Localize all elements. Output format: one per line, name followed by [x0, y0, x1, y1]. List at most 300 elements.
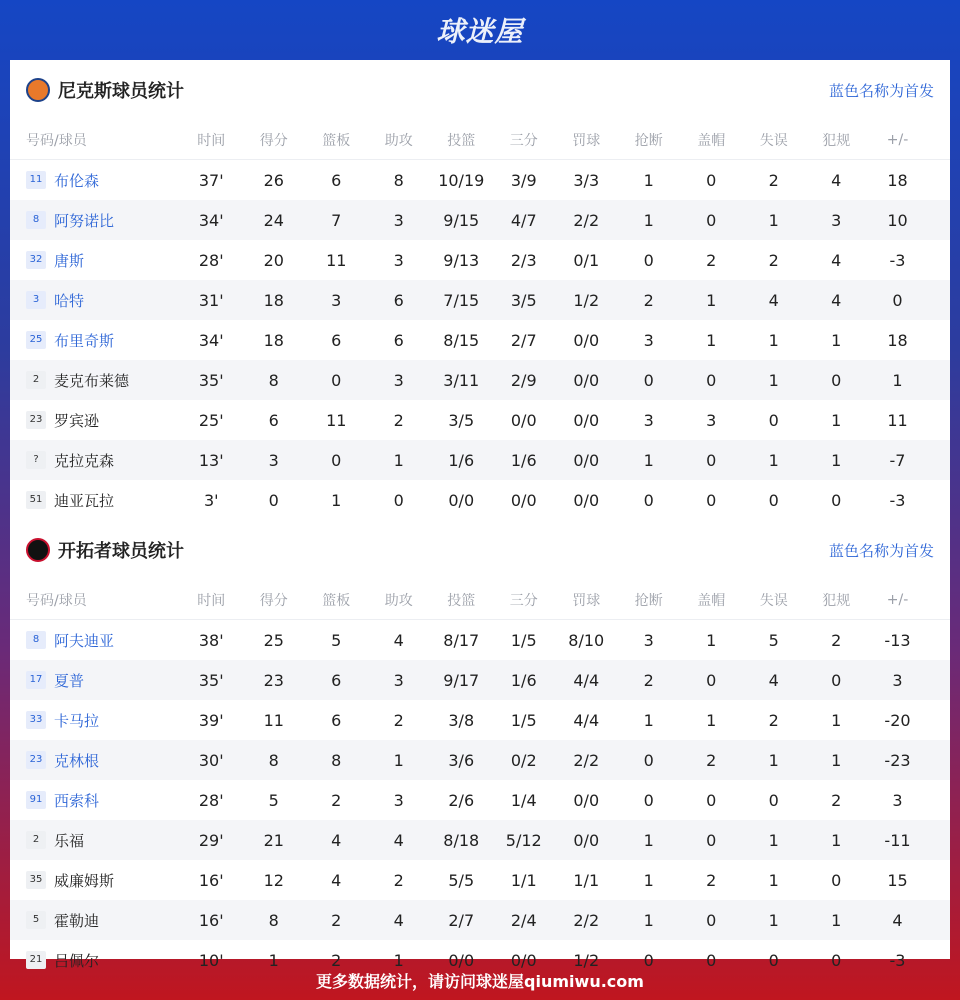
knicks-logo-icon — [26, 78, 50, 102]
stat-cell: 3 — [393, 790, 404, 810]
stat-cell: 8 — [393, 170, 404, 190]
stat-cell: 24 — [263, 210, 284, 230]
table-row[interactable] — [10, 660, 950, 700]
stat-cell: 28' — [198, 250, 224, 270]
stat-cell: 6 — [268, 410, 279, 430]
player-cell — [10, 210, 180, 231]
stat-cell: 8/10 — [568, 630, 605, 650]
stat-cell: 6 — [331, 670, 342, 690]
stat-cell: 0/0 — [448, 490, 475, 510]
stat-cell: 2/6 — [448, 790, 475, 810]
player-cell — [10, 330, 180, 351]
stat-cell: 8/17 — [443, 630, 480, 650]
stat-cell: 6 — [393, 290, 404, 310]
player-name[interactable]: 布里奇斯 — [54, 331, 115, 350]
stat-cell: 2 — [331, 910, 342, 930]
stat-cell: 3 — [393, 250, 404, 270]
footer-banner: 更多数据统计，请访问球迷屋qiumiwu.com — [316, 971, 644, 991]
stat-cell: 0/0 — [510, 490, 537, 510]
stat-cell: 2 — [768, 250, 779, 270]
stat-cell: 0/0 — [573, 410, 600, 430]
stat-cell: 7 — [331, 210, 342, 230]
stat-cell: 2/3 — [510, 250, 537, 270]
jersey-number-badge: 11 — [26, 171, 46, 189]
stat-cell: 0 — [393, 490, 404, 510]
player-name[interactable]: 西索科 — [54, 791, 100, 810]
player-name[interactable]: 麦克布莱德 — [54, 371, 130, 390]
blazers-logo-icon — [26, 538, 50, 562]
stat-cell: 2/7 — [448, 910, 475, 930]
stat-cell: 8/15 — [443, 330, 480, 350]
stat-cell: -3 — [889, 950, 906, 970]
stat-cell: 3 — [643, 330, 654, 350]
jersey-number-badge: 51 — [26, 491, 46, 509]
stat-cell: 8 — [268, 910, 279, 930]
player-cell — [10, 490, 180, 511]
jersey-number-badge: 23 — [26, 411, 46, 429]
section-header — [10, 60, 950, 120]
jersey-number-badge: 33 — [26, 711, 46, 729]
table-row[interactable] — [10, 240, 950, 280]
stat-cell: 0 — [892, 290, 903, 310]
stat-cell: 1 — [831, 830, 842, 850]
stat-cell: 5/12 — [505, 830, 542, 850]
column-header[interactable]: 罚球 — [572, 592, 601, 609]
stat-cell: 10 — [887, 210, 908, 230]
column-header[interactable]: 号码/球员 — [26, 132, 87, 149]
column-header[interactable]: 助攻 — [384, 132, 413, 149]
jersey-number-badge: 21 — [26, 951, 46, 969]
stat-cell: 2/9 — [510, 370, 537, 390]
stat-cell: 3' — [203, 490, 219, 510]
player-name[interactable]: 克拉克森 — [54, 451, 115, 470]
player-cell — [10, 630, 180, 651]
top-banner — [0, 0, 960, 60]
table-row[interactable] — [10, 900, 950, 940]
column-header[interactable]: 抢断 — [634, 132, 663, 149]
stat-cell: 10/19 — [438, 170, 485, 190]
stat-cell: 25 — [263, 630, 284, 650]
stat-cell: 5 — [268, 790, 279, 810]
player-name[interactable]: 威廉姆斯 — [54, 871, 115, 890]
stat-cell: 0 — [768, 790, 779, 810]
column-header[interactable]: 失误 — [759, 592, 788, 609]
stat-cell: 0 — [706, 790, 717, 810]
stat-cell: 1 — [706, 290, 717, 310]
player-cell — [10, 830, 180, 851]
stat-cell: 7/15 — [443, 290, 480, 310]
section-title-wrap — [26, 77, 184, 103]
stat-cell: 1/5 — [510, 630, 537, 650]
stat-cell: 4 — [892, 910, 903, 930]
stat-cell: 1/1 — [573, 870, 600, 890]
stat-cell: 2 — [393, 410, 404, 430]
stat-cell: 16' — [198, 870, 224, 890]
stat-cell: 3 — [331, 290, 342, 310]
stat-cell: 5 — [768, 630, 779, 650]
player-name[interactable]: 唐斯 — [54, 251, 85, 270]
stat-cell: 1 — [643, 910, 654, 930]
stat-cell: 3 — [706, 410, 717, 430]
stat-cell: 2/4 — [510, 910, 537, 930]
table-row[interactable] — [10, 280, 950, 320]
jersey-number-badge: 25 — [26, 331, 46, 349]
stat-cell: 1 — [643, 710, 654, 730]
column-header[interactable]: 投篮 — [447, 132, 476, 149]
stat-cell: 0 — [706, 950, 717, 970]
stat-cell: -13 — [884, 630, 911, 650]
stat-cell: 0/1 — [573, 250, 600, 270]
stat-cell: 2 — [706, 250, 717, 270]
stat-cell: 9/17 — [443, 670, 480, 690]
table-row[interactable] — [10, 820, 950, 860]
player-cell — [10, 910, 180, 931]
jersey-number-badge: 23 — [26, 751, 46, 769]
stat-cell: 18 — [263, 330, 284, 350]
stat-cell: 5 — [331, 630, 342, 650]
stat-cell: 16' — [198, 910, 224, 930]
stat-cell: 0 — [706, 910, 717, 930]
stat-cell: 0 — [706, 450, 717, 470]
stat-cell: 30' — [198, 750, 224, 770]
stat-cell: 20 — [263, 250, 284, 270]
stat-cell: 23 — [263, 670, 284, 690]
stat-cell: 3/9 — [510, 170, 537, 190]
table-header-row — [10, 120, 950, 160]
stat-cell: 3 — [643, 410, 654, 430]
stat-cell: -3 — [889, 250, 906, 270]
stat-cell: 18 — [887, 330, 908, 350]
stat-cell: -11 — [884, 830, 911, 850]
column-header[interactable]: 篮板 — [322, 592, 351, 609]
player-cell — [10, 670, 180, 691]
jersey-number-badge: 5 — [26, 911, 46, 929]
stat-cell: 1 — [768, 830, 779, 850]
stat-cell: 4/4 — [573, 670, 600, 690]
stat-cell: 4 — [768, 290, 779, 310]
column-header[interactable]: 助攻 — [384, 592, 413, 609]
table-row[interactable] — [10, 780, 950, 820]
stat-cell: 1 — [643, 170, 654, 190]
player-cell — [10, 750, 180, 771]
stat-cell: 2 — [393, 710, 404, 730]
column-header[interactable]: 犯规 — [822, 592, 851, 609]
stat-cell: 5/5 — [448, 870, 475, 890]
stat-cell: 0 — [268, 490, 279, 510]
stat-cell: 0 — [643, 790, 654, 810]
table-row[interactable] — [10, 740, 950, 780]
table-header-row — [10, 580, 950, 620]
stat-cell: 11 — [887, 410, 908, 430]
stat-cell: 0/0 — [573, 790, 600, 810]
player-cell — [10, 170, 180, 191]
stat-cell: 0/0 — [573, 370, 600, 390]
table-row[interactable] — [10, 200, 950, 240]
stat-cell: 1 — [768, 450, 779, 470]
stat-cell: 0 — [831, 950, 842, 970]
player-cell — [10, 250, 180, 271]
column-header[interactable]: 罚球 — [572, 132, 601, 149]
stat-cell: 12 — [263, 870, 284, 890]
column-header[interactable]: 时间 — [197, 592, 226, 609]
stat-cell: 34' — [198, 330, 224, 350]
section-title-wrap — [26, 537, 184, 563]
column-header[interactable]: 失误 — [759, 132, 788, 149]
table-row[interactable] — [10, 160, 950, 200]
stat-cell: 8/18 — [443, 830, 480, 850]
stat-cell: 0/0 — [573, 830, 600, 850]
stat-cell: 0 — [643, 490, 654, 510]
stat-cell: 1 — [831, 710, 842, 730]
stat-cell: 4 — [831, 250, 842, 270]
stat-cell: 0 — [643, 250, 654, 270]
stat-cell: 2 — [331, 790, 342, 810]
table-row[interactable] — [10, 440, 950, 480]
jersey-number-badge: 17 — [26, 671, 46, 689]
stat-cell: 1 — [768, 330, 779, 350]
stat-cell: 0 — [831, 490, 842, 510]
jersey-number-badge: 3 — [26, 291, 46, 309]
stat-cell: 1/6 — [510, 670, 537, 690]
stat-cell: 39' — [198, 710, 224, 730]
table-row[interactable] — [10, 360, 950, 400]
stat-cell: 2/7 — [510, 330, 537, 350]
stat-cell: 4 — [831, 290, 842, 310]
stat-cell: 3 — [268, 450, 279, 470]
column-header[interactable]: 时间 — [197, 132, 226, 149]
player-name[interactable]: 阿夫迪亚 — [54, 631, 115, 650]
column-header[interactable]: 篮板 — [322, 132, 351, 149]
player-cell — [10, 790, 180, 811]
stat-cell: 38' — [198, 630, 224, 650]
stat-cell: 0 — [706, 830, 717, 850]
stat-cell: 0 — [706, 210, 717, 230]
stat-cell: 0 — [831, 870, 842, 890]
stat-cell: 1 — [393, 450, 404, 470]
player-name[interactable]: 夏普 — [54, 671, 85, 690]
stat-cell: 8 — [268, 370, 279, 390]
stat-cell: 1/5 — [510, 710, 537, 730]
stat-cell: 9/15 — [443, 210, 480, 230]
stat-cell: 3 — [892, 670, 903, 690]
site-logo[interactable]: 球迷屋 — [436, 15, 524, 48]
stat-cell: 1 — [768, 750, 779, 770]
player-cell — [10, 710, 180, 731]
starter-note: 蓝色名称为首发 — [828, 541, 934, 560]
stat-cell: 25' — [198, 410, 224, 430]
player-name[interactable]: 哈特 — [54, 291, 85, 310]
table-row[interactable] — [10, 480, 950, 520]
column-header[interactable]: 三分 — [509, 132, 538, 149]
stat-cell: 1/2 — [573, 950, 600, 970]
stat-cell: 1 — [393, 750, 404, 770]
section-title: 尼克斯球员统计 — [58, 81, 184, 102]
stat-cell: 11 — [326, 410, 347, 430]
stat-cell: 2 — [768, 710, 779, 730]
table-row[interactable] — [10, 320, 950, 360]
stat-cell: 3 — [892, 790, 903, 810]
stat-cell: 0/0 — [573, 450, 600, 470]
stat-cell: 2 — [643, 670, 654, 690]
column-header[interactable]: 号码/球员 — [26, 592, 87, 609]
stat-cell: 0/2 — [510, 750, 537, 770]
stat-cell: 4 — [393, 910, 404, 930]
stat-cell: 3/5 — [448, 410, 475, 430]
section-title: 开拓者球员统计 — [58, 541, 184, 562]
column-header[interactable]: 犯规 — [822, 132, 851, 149]
column-header[interactable]: +/- — [886, 131, 909, 148]
column-header[interactable]: 得分 — [259, 592, 288, 609]
stat-cell: 1/6 — [510, 450, 537, 470]
jersey-number-badge: 8 — [26, 211, 46, 229]
stat-cell: 4 — [331, 830, 342, 850]
stat-cell: 2 — [706, 870, 717, 890]
stat-cell: 1/6 — [448, 450, 475, 470]
stat-cell: 2/2 — [573, 210, 600, 230]
stat-cell: 0 — [706, 670, 717, 690]
table-row[interactable] — [10, 620, 950, 660]
stat-cell: 1 — [831, 450, 842, 470]
jersey-number-badge: 2 — [26, 831, 46, 849]
player-name[interactable]: 乐福 — [54, 831, 85, 850]
stat-cell: 1 — [268, 950, 279, 970]
stat-cell: 4/7 — [510, 210, 537, 230]
stat-cell: 0 — [706, 370, 717, 390]
player-name[interactable]: 吕佩尔 — [54, 951, 100, 970]
stat-cell: 3 — [393, 210, 404, 230]
player-name[interactable]: 阿努诺比 — [54, 211, 115, 230]
stat-cell: 0 — [768, 950, 779, 970]
stat-cell: 6 — [331, 330, 342, 350]
stat-cell: 1 — [643, 210, 654, 230]
jersey-number-badge: 2 — [26, 371, 46, 389]
stat-cell: 1 — [393, 950, 404, 970]
player-name[interactable]: 布伦森 — [54, 171, 100, 190]
stat-cell: 1 — [831, 330, 842, 350]
stat-cell: 0 — [768, 490, 779, 510]
stat-cell: 1 — [768, 370, 779, 390]
stat-cell: 15 — [887, 870, 908, 890]
jersey-number-badge: 8 — [26, 631, 46, 649]
stat-cell: 3/3 — [573, 170, 600, 190]
column-header[interactable]: 得分 — [259, 132, 288, 149]
stat-cell: 6 — [393, 330, 404, 350]
stat-cell: 26 — [263, 170, 284, 190]
stat-cell: 3/11 — [443, 370, 480, 390]
stat-cell: 4 — [393, 630, 404, 650]
table-row[interactable] — [10, 700, 950, 740]
column-header[interactable]: 盖帽 — [697, 132, 726, 149]
stat-cell: -23 — [884, 750, 911, 770]
column-header[interactable]: +/- — [886, 591, 909, 608]
stat-cell: 3 — [643, 630, 654, 650]
table-row[interactable] — [10, 860, 950, 900]
stat-cell: 1 — [643, 870, 654, 890]
starter-note: 蓝色名称为首发 — [828, 81, 934, 100]
player-name[interactable]: 克林根 — [54, 751, 100, 770]
stat-cell: 18 — [263, 290, 284, 310]
stat-cell: 0 — [706, 170, 717, 190]
stat-cell: 28' — [198, 790, 224, 810]
stat-cell: 3/8 — [448, 710, 475, 730]
stat-cell: 1 — [643, 450, 654, 470]
stat-cell: 1 — [331, 490, 342, 510]
stat-cell: 2 — [768, 170, 779, 190]
column-header[interactable]: 投篮 — [447, 592, 476, 609]
stat-cell: 2 — [643, 290, 654, 310]
stat-cell: 2 — [831, 790, 842, 810]
stat-cell: 0/0 — [573, 490, 600, 510]
player-name[interactable]: 迪亚瓦拉 — [54, 491, 115, 510]
stat-cell: 34' — [198, 210, 224, 230]
stat-cell: 29' — [198, 830, 224, 850]
player-cell — [10, 450, 180, 471]
stat-cell: -3 — [889, 490, 906, 510]
player-name[interactable]: 卡马拉 — [54, 711, 100, 730]
column-header[interactable]: 抢断 — [634, 592, 663, 609]
stat-cell: 0/0 — [448, 950, 475, 970]
stat-cell: 2 — [831, 630, 842, 650]
stat-cell: 1/4 — [510, 790, 537, 810]
stat-cell: 1 — [831, 910, 842, 930]
stat-cell: 3/5 — [510, 290, 537, 310]
table-row[interactable] — [10, 400, 950, 440]
stat-cell: 2/2 — [573, 910, 600, 930]
stat-cell: 1 — [831, 410, 842, 430]
stat-cell: 1 — [768, 870, 779, 890]
player-cell — [10, 410, 180, 431]
stat-cell: 0 — [643, 950, 654, 970]
jersey-number-badge: 32 — [26, 251, 46, 269]
stat-cell: 6 — [331, 710, 342, 730]
stat-cell: 8 — [268, 750, 279, 770]
section-header — [10, 520, 950, 580]
stat-cell: -20 — [884, 710, 911, 730]
stat-cell: 3/6 — [448, 750, 475, 770]
player-name[interactable]: 罗宾逊 — [54, 411, 100, 430]
stat-cell: 13' — [198, 450, 224, 470]
stat-cell: 1 — [706, 630, 717, 650]
stat-cell: 0 — [331, 450, 342, 470]
stat-cell: 4/4 — [573, 710, 600, 730]
stat-cell: 21 — [263, 830, 284, 850]
column-header[interactable]: 三分 — [509, 592, 538, 609]
jersey-number-badge: 91 — [26, 791, 46, 809]
stat-cell: 2 — [331, 950, 342, 970]
stat-cell: 4 — [831, 170, 842, 190]
column-header[interactable]: 盖帽 — [697, 592, 726, 609]
stat-cell: 11 — [263, 710, 284, 730]
stat-cell: 1 — [831, 750, 842, 770]
stat-cell: 1 — [706, 710, 717, 730]
stat-cell: -7 — [889, 450, 906, 470]
stat-cell: 0 — [643, 370, 654, 390]
stat-cell: 3 — [393, 670, 404, 690]
stat-cell: 1/1 — [510, 870, 537, 890]
stat-cell: 0 — [831, 670, 842, 690]
player-cell — [10, 290, 180, 311]
stat-cell: 1 — [706, 330, 717, 350]
jersey-number-badge: ? — [26, 451, 46, 469]
stat-cell: 1/2 — [573, 290, 600, 310]
stats-panel — [10, 60, 950, 970]
player-name[interactable]: 霍勒迪 — [54, 911, 100, 930]
stat-cell: 10' — [198, 950, 224, 970]
stat-cell: 4 — [331, 870, 342, 890]
stat-cell: 0/0 — [510, 410, 537, 430]
stat-cell: 2 — [393, 870, 404, 890]
stat-cell: 1 — [768, 910, 779, 930]
